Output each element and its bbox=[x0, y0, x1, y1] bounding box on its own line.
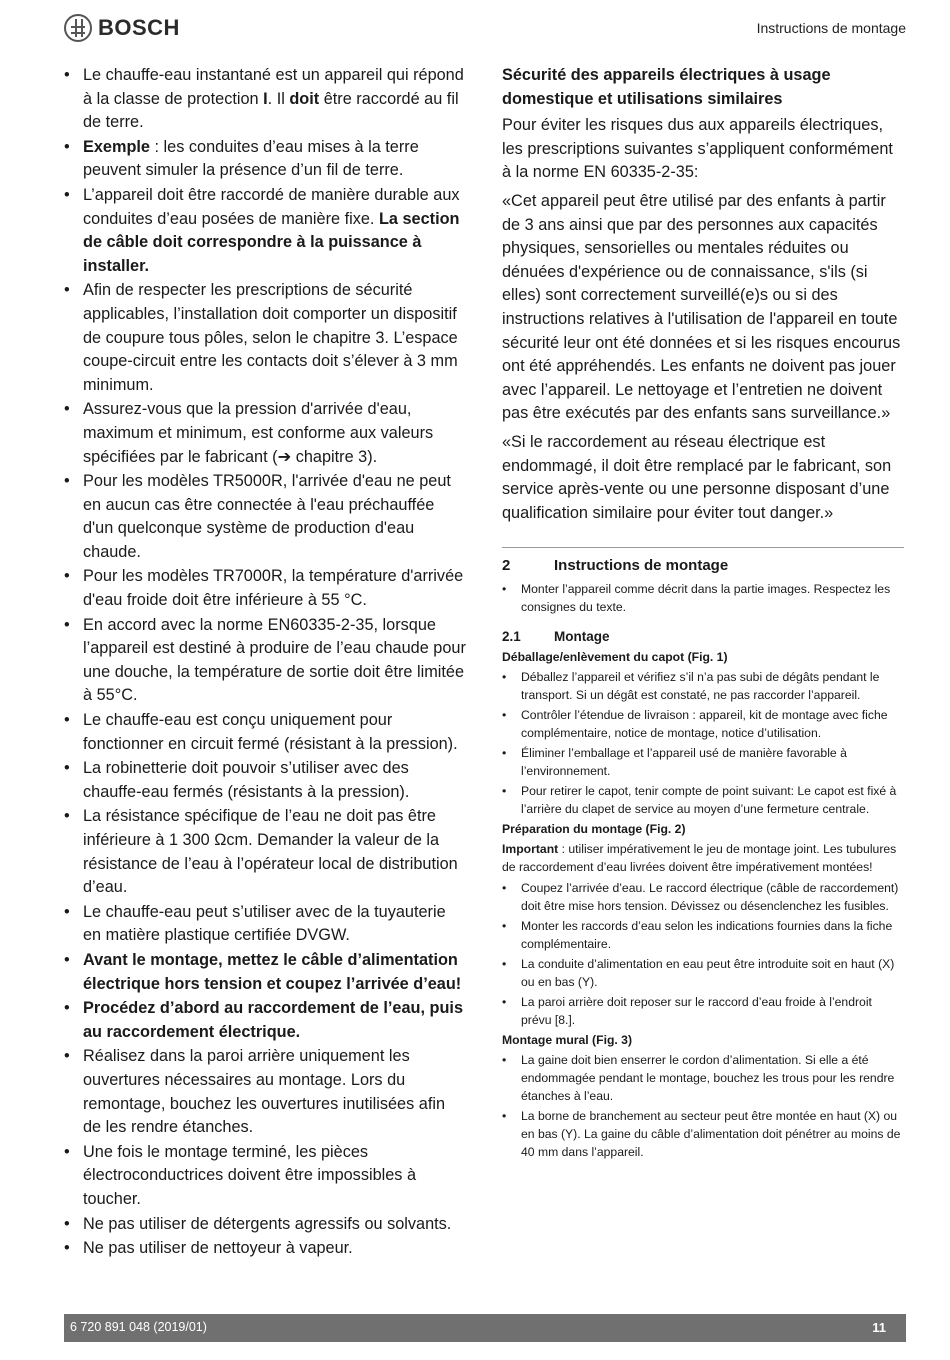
bosch-armature-icon bbox=[64, 14, 92, 42]
important-note bbox=[502, 840, 904, 876]
text-run: Assurez-vous que la pression d'arrivée d'eau, maximum et minimum, est conforme aux valeurs spécifiées par le fabricant (➔ chapitre 3). bbox=[83, 400, 434, 466]
page-header bbox=[64, 14, 906, 46]
text-run: Une fois le montage terminé, les pièces électroconductrices doivent être impossibles à toucher. bbox=[83, 1142, 417, 1208]
text-run: Réalisez dans la paroi arrière uniquement les ouvertures nécessaires au montage. Lors du remontage, bouchez les ouvertures inutilisées afin de les rendre étanches. bbox=[83, 1047, 446, 1137]
section-2-heading bbox=[502, 556, 904, 576]
text-run: être raccordé au fil de terre. bbox=[83, 89, 459, 132]
standard-intro-paragraph: Pour éviter les risques dus aux appareils électriques, les prescriptions suivantes s’appliquent conformément à la norme EN 60335-2-35: bbox=[502, 116, 893, 182]
preparation-list bbox=[502, 879, 904, 1029]
text-run: Ne pas utiliser de détergents agressifs ou solvants. bbox=[83, 1214, 452, 1233]
list-item bbox=[64, 64, 466, 135]
list-item bbox=[64, 1213, 466, 1237]
list-item bbox=[64, 709, 466, 756]
text-run: Pour les modèles TR5000R, l'arrivée d'eau ne peut en aucun cas être connectée à l'eau préchauffée d'un quelconque système de production d'eau chaude. bbox=[83, 472, 451, 561]
text-run: Ne pas utiliser de nettoyeur à vapeur. bbox=[83, 1239, 353, 1258]
section-2-1-heading bbox=[502, 628, 904, 646]
list-item bbox=[64, 997, 466, 1044]
text-run: En accord avec la norme EN60335-2-35, lorsque l’appareil est destiné à produire de l’eau chaude pour une douche, la température de sortie doit être limitée à 55°C. bbox=[83, 615, 466, 705]
text-run: La robinetterie doit pouvoir s’utiliser avec des chauffe-eau fermés (résistants à la pression). bbox=[83, 759, 410, 801]
list-item: • Coupez l’arrivée d’eau. Le raccord électrique (câble de raccordement) doit être mise hors tension. Dévissez ou désenclenchez les fusibles. bbox=[502, 879, 904, 915]
document-code: 6 720 891 048 (2019/01) bbox=[70, 1320, 207, 1334]
section-2-1-title: Montage bbox=[554, 629, 610, 645]
list-item bbox=[64, 470, 466, 564]
list-item bbox=[64, 184, 466, 278]
bold-text-run: I bbox=[263, 89, 268, 108]
list-item bbox=[64, 757, 466, 804]
text-run: Pour les modèles TR7000R, la température d'arrivée d'eau froide doit être inférieure à 55 °C. bbox=[83, 567, 464, 610]
bosch-logo bbox=[64, 14, 180, 42]
safety-instructions-list bbox=[64, 64, 466, 1261]
important-label: Important bbox=[502, 842, 559, 857]
page-footer bbox=[64, 1314, 906, 1342]
text-run: Le chauffe-eau est conçu uniquement pour fonctionner en circuit fermé (résistant à la pression). bbox=[83, 711, 458, 753]
bold-text-run: Exemple bbox=[83, 137, 150, 156]
damaged-cable-quote-paragraph: «Si le raccordement au réseau électrique est endommagé, il doit être remplacé par le fabricant, son service après-vente ou une personne disposant d’une qualification similaire pour éviter tout danger.» bbox=[502, 432, 892, 522]
list-item bbox=[64, 1237, 466, 1261]
list-item: • La paroi arrière doit reposer sur le raccord d’eau froide à l’endroit prévu [8.]. bbox=[502, 993, 904, 1029]
brand-name: BOSCH bbox=[98, 15, 180, 40]
list-item: • Monter les raccords d’eau selon les indications fournies dans la fiche complémentaire. bbox=[502, 917, 904, 953]
unpack-list bbox=[502, 668, 904, 818]
list-item bbox=[64, 565, 466, 612]
text-run: La résistance spécifique de l’eau ne doit pas être inférieure à 1 300 Ωcm. Demander la valeur de la résistance de l’eau à l’opérateur local de distribution d’eau. bbox=[83, 807, 458, 897]
section-divider bbox=[502, 547, 904, 548]
list-item bbox=[64, 136, 466, 183]
list-item: • La conduite d’alimentation en eau peut être introduite soit en haut (X) ou en bas (Y). bbox=[502, 955, 904, 991]
page-number: 11 bbox=[872, 1320, 886, 1335]
children-quote-paragraph: «Cet appareil peut être utilisé par des enfants à partir de 3 ans ainsi que par des personnes aux capacités physiques, sensorielles ou mentales réduites ou dénuées d'expérience ou de connaissance, s'ils (si elles) sont correctement surveillé(e)s ou si des instructions relatives à l'utilisation de l'appareil en toute sécurité leur ont été données et si les risques encourus ont été appréhendés. Les enfants ne doivent pas jouer avec l’appareil. Le nettoyage et l’entretien ne doivent pas être exécutés par des enfants sans surveillance.» bbox=[502, 191, 901, 423]
section-2-list bbox=[502, 580, 904, 616]
bold-text-run: Procédez d’abord au raccordement de l’eau, puis au raccordement électrique. bbox=[83, 999, 464, 1041]
wall-mount-heading: Montage mural (Fig. 3) bbox=[502, 1033, 633, 1048]
bold-text-run: doit bbox=[289, 89, 320, 108]
section-2-title: Instructions de montage bbox=[554, 557, 729, 575]
list-item bbox=[64, 949, 466, 996]
list-item: • Éliminer l’emballage et l’appareil usé de manière favorable à l’environnement. bbox=[502, 744, 904, 780]
text-run: L’appareil doit être raccordé de manière durable aux conduites d’eau posées de manière fixe. bbox=[83, 185, 460, 228]
list-item bbox=[64, 1045, 466, 1139]
bold-text-run: La section de câble doit correspondre à la puissance à installer. bbox=[83, 209, 460, 275]
text-run: Le chauffe-eau instantané est un appareil qui répond à la classe de protection bbox=[83, 66, 464, 108]
section-2-number: 2 bbox=[502, 557, 511, 575]
list-item: • Déballez l’appareil et vérifiez s’il n’a pas subi de dégâts pendant le transport. Si un dégât est constaté, ne pas raccorder l’appareil. bbox=[502, 668, 904, 704]
wall-mount-list bbox=[502, 1051, 904, 1161]
list-item bbox=[64, 279, 466, 397]
section-2-1-number: 2.1 bbox=[502, 629, 521, 645]
list-item: • Pour retirer le capot, tenir compte de point suivant: Le capot est fixé à l’arrière du clapet de service au moyen d’une fermeture centrale. bbox=[502, 782, 904, 818]
important-text: : utiliser impérativement le jeu de montage joint. Les tubulures de raccordement d’eau livrées doivent être impérativement montées! bbox=[502, 842, 897, 875]
left-column bbox=[64, 64, 466, 1262]
list-item: • La borne de branchement au secteur peut être montée en haut (X) ou en bas (Y). La gaine du câble d’alimentation doit pénétrer au moins de 40 mm dans l’appareil. bbox=[502, 1107, 904, 1161]
list-item bbox=[64, 901, 466, 948]
bold-text-run: Avant le montage, mettez le câble d’alimentation électrique hors tension et coupez l’arrivée d’eau! bbox=[83, 950, 462, 993]
unpack-heading: Déballage/enlèvement du capot (Fig. 1) bbox=[502, 650, 728, 665]
right-column bbox=[502, 64, 904, 1163]
list-item: • Contrôler l’étendue de livraison : appareil, kit de montage avec fiche complémentaire, notice de montage, notice d’utilisation. bbox=[502, 706, 904, 742]
list-item: • Monter l’appareil comme décrit dans la partie images. Respectez les consignes du texte. bbox=[502, 580, 904, 616]
list-item bbox=[64, 614, 466, 708]
text-run: Le chauffe-eau peut s’utiliser avec de la tuyauterie en matière plastique certifiée DVGW. bbox=[83, 902, 446, 945]
list-item bbox=[64, 398, 466, 469]
list-item: • La gaine doit bien enserrer le cordon d’alimentation. Si elle a été endommagée pendant le montage, bouchez les trous pour les rendre étanches à l’eau. bbox=[502, 1051, 904, 1105]
header-title: Instructions de montage bbox=[756, 20, 906, 36]
text-run: : les conduites d’eau mises à la terre peuvent simuler la présence d’un fil de terre. bbox=[83, 137, 419, 180]
text-run: Afin de respecter les prescriptions de sécurité applicables, l’installation doit comporter un dispositif de coupure tous pôles, selon le chapitre 3. L’espace coupe-circuit entre les contacts doit s’élever à 3 mm minimum. bbox=[83, 281, 458, 394]
list-item bbox=[64, 805, 466, 899]
safety-heading: Sécurité des appareils électriques à usage domestique et utilisations similaires bbox=[502, 66, 831, 108]
list-item bbox=[64, 1141, 466, 1212]
text-run: . Il bbox=[267, 89, 290, 108]
preparation-heading: Préparation du montage (Fig. 2) bbox=[502, 822, 686, 837]
